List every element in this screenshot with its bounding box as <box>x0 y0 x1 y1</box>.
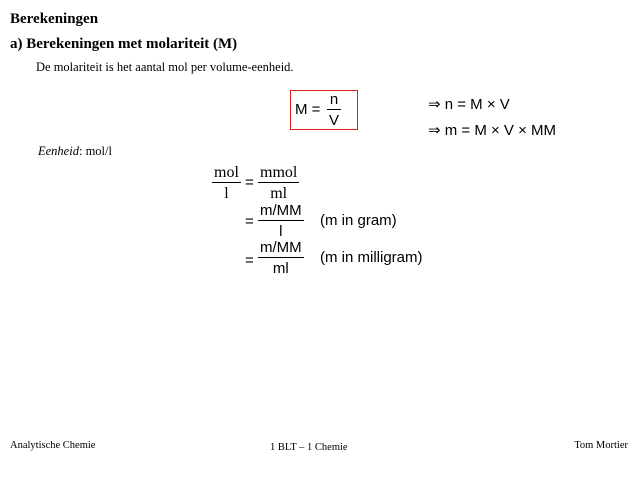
molarity-symbol: M = <box>295 101 321 118</box>
derived-formula-moles: ⇒ n = M × V <box>428 96 510 113</box>
lhs-numerator: mol <box>214 164 239 181</box>
rhs-fraction-1 <box>258 164 299 202</box>
rhs-fraction-2 <box>258 202 304 240</box>
unit-value: : mol/l <box>78 144 112 158</box>
fraction-numerator: n <box>329 91 339 108</box>
note-milligram: (m in milligram) <box>320 249 423 266</box>
lhs-fraction-bar <box>212 182 241 183</box>
intro-text: De molariteit is het aantal mol per volume-eenheid. <box>36 60 294 74</box>
lhs-denominator: l <box>224 185 229 202</box>
note-gram: (m in gram) <box>320 212 397 229</box>
rhs-fraction-bar-1 <box>258 182 299 183</box>
rhs-fraction-bar-2 <box>258 220 304 221</box>
footer-course: Analytische Chemie <box>10 440 96 451</box>
fraction-bar <box>327 109 341 110</box>
rhs-fraction-bar-3 <box>258 257 304 258</box>
molarity-fraction <box>327 91 341 129</box>
rhs-fraction-3 <box>258 239 304 277</box>
lhs-fraction <box>212 164 241 202</box>
rhs-numerator-2: m/MM <box>260 202 302 219</box>
unit-line <box>38 144 112 159</box>
footer-class: 1 BLT – 1 Chemie <box>270 442 348 453</box>
derived-formula-mass: ⇒ m = M × V × MM <box>428 122 557 139</box>
equals-sign-1: = <box>245 174 254 191</box>
section-title: a) Berekeningen met molariteit (M) <box>10 36 238 52</box>
equals-sign-2: = <box>245 213 254 230</box>
rhs-denominator-2: l <box>279 223 283 240</box>
rhs-denominator-1: ml <box>270 185 288 202</box>
equals-sign-3: = <box>245 252 254 269</box>
fraction-denominator: V <box>329 112 340 129</box>
page-title: Berekeningen <box>10 11 99 27</box>
unit-label: Eenheid <box>38 144 79 158</box>
rhs-numerator-1: mmol <box>260 164 298 181</box>
rhs-denominator-3: ml <box>272 260 289 277</box>
footer-author: Tom Mortier <box>574 440 628 451</box>
rhs-numerator-3: m/MM <box>260 239 302 256</box>
